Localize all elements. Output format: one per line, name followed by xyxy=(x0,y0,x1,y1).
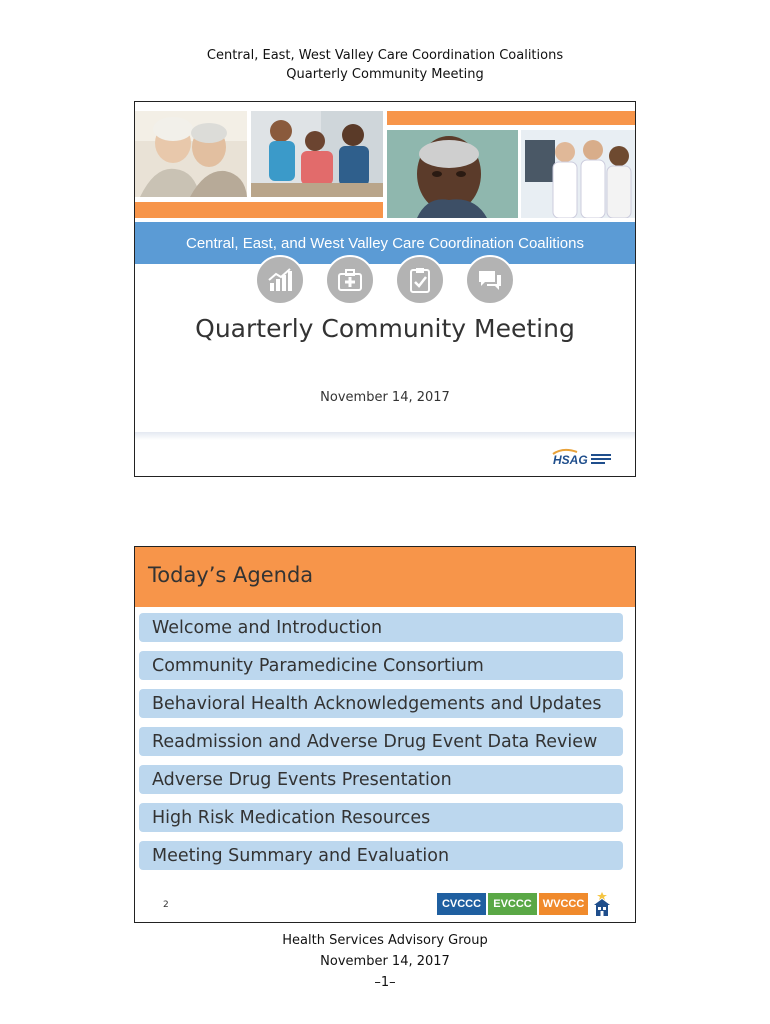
svg-text:HSAG: HSAG xyxy=(553,453,588,467)
agenda-item: High Risk Medication Resources xyxy=(139,803,623,832)
header-line-2: Quarterly Community Meeting xyxy=(286,67,484,82)
footer-date: November 14, 2017 xyxy=(320,954,450,969)
medical-kit-icon xyxy=(325,255,375,305)
photo-nurse-visit xyxy=(251,111,383,197)
checklist-icon xyxy=(395,255,445,305)
hsag-logo xyxy=(551,446,613,468)
agenda-item: Welcome and Introduction xyxy=(139,613,623,642)
house-icon xyxy=(592,891,612,917)
page-header xyxy=(0,46,770,84)
slide-number: 2 xyxy=(163,900,169,910)
photo-medical-team xyxy=(521,130,635,218)
agenda-item: Behavioral Health Acknowledgements and Updates xyxy=(139,689,623,718)
orange-bar-left xyxy=(135,202,383,218)
badge-evccc: EVCCC xyxy=(488,893,537,915)
meeting-title: Quarterly Community Meeting xyxy=(195,314,575,343)
coalition-badges xyxy=(437,891,612,917)
agenda-item: Community Paramedicine Consortium xyxy=(139,651,623,680)
badge-wvccc: WVCCC xyxy=(539,893,588,915)
banner-text: Central, East, and West Valley Care Coordination Coalitions xyxy=(186,234,584,252)
agenda-title: Today’s Agenda xyxy=(148,563,314,587)
agenda-item: Meeting Summary and Evaluation xyxy=(139,841,623,870)
photo-elderly-man xyxy=(387,130,518,218)
agenda-item: Readmission and Adverse Drug Event Data Review xyxy=(139,727,623,756)
agenda-header xyxy=(135,547,635,607)
badge-cvccc: CVCCC xyxy=(437,893,486,915)
chart-icon xyxy=(255,255,305,305)
agenda-list xyxy=(139,613,623,879)
agenda-item: Adverse Drug Events Presentation xyxy=(139,765,623,794)
page-footer xyxy=(0,930,770,993)
meeting-date: November 14, 2017 xyxy=(320,390,450,405)
slide-divider xyxy=(135,432,635,440)
photo-elderly-couple xyxy=(135,111,247,197)
orange-bar-right xyxy=(387,111,635,125)
chat-icon xyxy=(465,255,515,305)
footer-page-number: –1– xyxy=(374,975,396,990)
agenda-slide xyxy=(134,546,636,923)
icon-row xyxy=(135,255,635,305)
footer-org: Health Services Advisory Group xyxy=(282,933,488,948)
title-slide xyxy=(134,101,636,477)
header-line-1: Central, East, West Valley Care Coordination Coalitions xyxy=(206,48,564,63)
